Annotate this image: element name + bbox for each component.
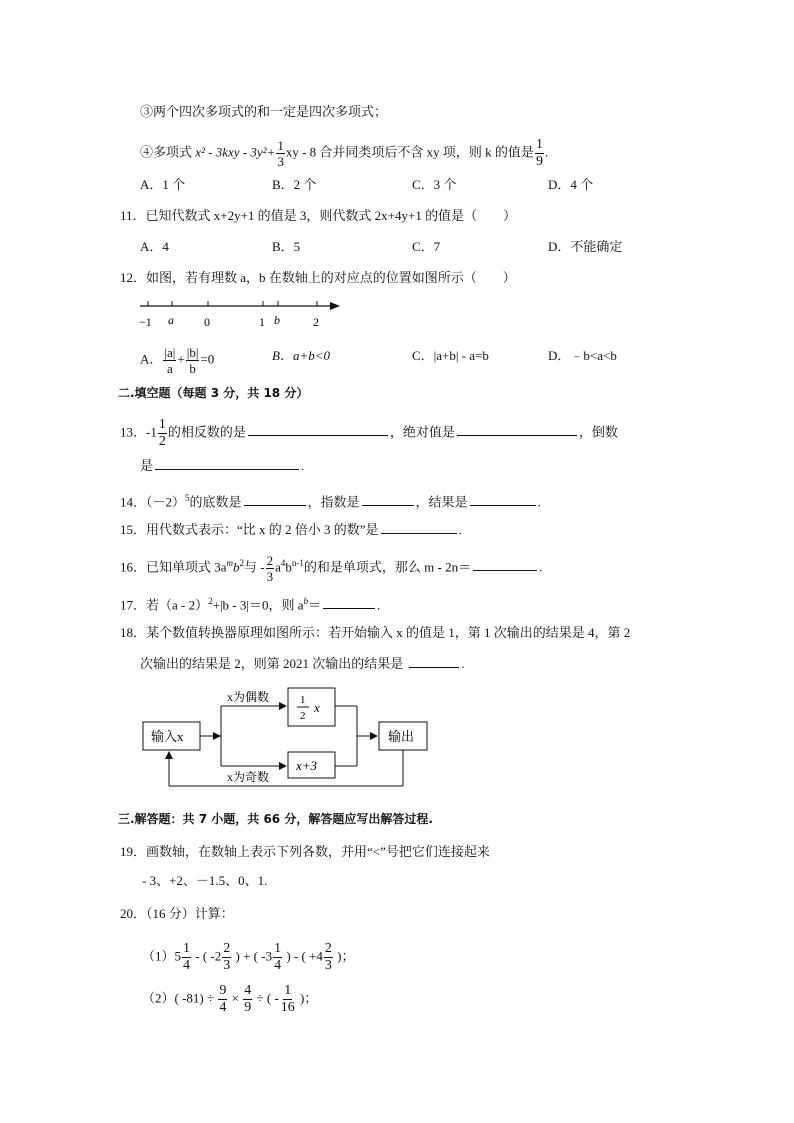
q16-t6: 的和是单项式，那么 m - 2n＝ xyxy=(303,559,472,575)
q13-line2-text: 是 xyxy=(140,458,154,473)
q11-option-a[interactable]: A．4 xyxy=(140,239,169,254)
p2-frac1 xyxy=(218,984,227,1015)
q12-option-d[interactable]: D．﹣b<a<b xyxy=(548,348,617,363)
p1-f3-num: 1 xyxy=(274,941,282,956)
p1-t2: ) + ( -3 xyxy=(232,948,273,964)
q13-text1: 的相反数的是 xyxy=(167,424,246,440)
converter-flowchart xyxy=(135,680,435,790)
q10-item3: ③两个四次多项式的和一定是四次多项式； xyxy=(140,104,388,119)
plus3-label: x+3 xyxy=(296,758,318,773)
q16-sup-n: n-1 xyxy=(291,558,304,568)
q10-item4-frac-num: 1 xyxy=(277,138,284,153)
odd-label: x为奇数 xyxy=(227,770,270,784)
q14-blank-base[interactable] xyxy=(244,491,306,506)
p2-t2: × xyxy=(228,990,243,1006)
q17-sup-b: b xyxy=(303,596,308,606)
q12-option-a-tail: =0 xyxy=(200,351,215,367)
q19-numbers: - 3、+2、－1.5、0、1. xyxy=(142,873,268,888)
q15-end: . xyxy=(458,522,462,537)
q18-line2 xyxy=(140,653,465,674)
p1-frac3 xyxy=(273,942,282,973)
q13-text2: ，绝对值是 xyxy=(389,424,455,440)
p2-f3-den: 16 xyxy=(280,1000,295,1015)
q17-end: . xyxy=(377,597,381,613)
p2-f1-den: 4 xyxy=(219,1000,227,1015)
q10-option-b[interactable]: B．2 个 xyxy=(272,177,317,192)
p2-f2-num: 4 xyxy=(244,983,252,998)
q10-item4-end: . xyxy=(544,144,549,160)
q10-item4-answer-frac xyxy=(535,138,544,169)
output-label: 输出 xyxy=(388,729,415,744)
q15-t1: 15．用代数式表示：“比 x 的 2 倍小 3 的数”是 xyxy=(120,522,379,537)
q14-blank-exponent[interactable] xyxy=(362,491,414,506)
q14-end: . xyxy=(537,494,541,510)
q14-t3: ，指数是 xyxy=(307,494,360,510)
p1-t3: ) - ( +4 xyxy=(283,948,323,964)
q14 xyxy=(120,488,541,512)
p1-f2-num: 2 xyxy=(223,941,231,956)
q20-p1-label: （1） xyxy=(142,948,175,964)
q18-end: . xyxy=(461,656,465,671)
q20-stem: 20．（16 分）计算： xyxy=(120,906,234,921)
label-a: a xyxy=(168,313,174,327)
section3-heading: 三.解答题：共 7 小题，共 66 分，解答题应写出解答过程. xyxy=(118,812,433,826)
q19-stem: 19．画数轴，在数轴上表示下列各数，并用“<”号把它们连接起来 xyxy=(120,844,490,859)
q13-end: . xyxy=(301,458,305,473)
p2-f2-den: 9 xyxy=(244,1000,252,1015)
q16-frac-num: 2 xyxy=(266,552,274,568)
q10-option-c[interactable]: C．3 个 xyxy=(412,177,457,192)
half-var: x xyxy=(314,700,320,715)
p2-f1-num: 9 xyxy=(219,983,227,998)
label-b: b xyxy=(274,313,280,327)
p1-f4-num: 2 xyxy=(324,941,332,956)
q16-sup-2: 2 xyxy=(239,558,245,568)
p2-frac3 xyxy=(280,984,296,1015)
q17-blank[interactable] xyxy=(323,594,375,609)
q16-t3: 与 - xyxy=(244,559,265,575)
label-2: 2 xyxy=(313,315,319,329)
q13 xyxy=(120,418,618,449)
frac1-den: a xyxy=(166,361,173,376)
q16-t1: 16．已知单项式 3a xyxy=(120,559,227,575)
p1-t4: )； xyxy=(333,948,355,964)
q18-line2-text: 次输出的结果是 2，则第 2021 次输出的结果是 xyxy=(140,656,404,671)
axis-arrow xyxy=(330,302,340,310)
q18-blank[interactable] xyxy=(409,653,459,668)
q14-exponent: 5 xyxy=(185,493,190,503)
q12-option-b[interactable]: B．a+b<0 xyxy=(272,348,330,363)
frac2-den: b xyxy=(189,361,196,376)
q13-frac-num: 1 xyxy=(158,417,166,432)
q13-frac xyxy=(158,418,167,449)
half-den: 2 xyxy=(300,710,306,722)
q10-item4-lead: ④多项式 xyxy=(140,144,196,160)
q11-option-d[interactable]: D．不能确定 xyxy=(548,239,623,254)
q18-line1: 18．某个数值转换器原理如图所示：若开始输入 x 的值是 1，第 1 次输出的结果是 4，第 2 xyxy=(120,625,631,640)
q17-t3: ＝ xyxy=(308,597,322,613)
q16-sup-4: 4 xyxy=(280,558,286,568)
q16-blank[interactable] xyxy=(473,556,537,571)
half-num: 1 xyxy=(300,694,306,706)
q16 xyxy=(120,553,542,583)
q13-text3: ，倒数 xyxy=(578,424,618,440)
frac1-num: |a| xyxy=(164,345,176,360)
q17-sup-2: 2 xyxy=(208,596,213,606)
q16-t4: a xyxy=(275,559,281,575)
q10-item4-frac-den: 3 xyxy=(277,154,284,169)
q16-t2: b xyxy=(233,559,240,575)
label-0: 0 xyxy=(204,315,210,329)
q12-option-a-prefix: A． xyxy=(140,351,163,367)
p2-f3-num: 1 xyxy=(284,983,292,998)
q12-option-a[interactable] xyxy=(140,346,214,375)
q13-line2 xyxy=(140,455,304,476)
q11-stem: 11．已知代数式 x+2y+1 的值是 3，则代数式 2x+4y+1 的值是（ ） xyxy=(120,208,517,223)
q12-stem: 12．如图，若有理数 a，b 在数轴上的对应点的位置如图所示（ ） xyxy=(120,270,516,285)
q13-prefix: 13． xyxy=(120,424,147,440)
q10-item4-answer-den: 9 xyxy=(535,154,543,169)
q10-item4-poly: x² - 3kxy - 3y²+ xyxy=(195,144,276,160)
q13-frac-den: 2 xyxy=(158,434,166,449)
q20-part2 xyxy=(142,984,317,1015)
q20-part1 xyxy=(142,942,355,973)
p2-t3: ÷ ( - xyxy=(253,990,279,1006)
q11-option-c[interactable]: C．7 xyxy=(412,239,441,254)
even-label: x为偶数 xyxy=(227,690,270,704)
p2-frac2 xyxy=(243,984,252,1015)
q12-number-line xyxy=(136,296,346,332)
q13-blank-opposite[interactable] xyxy=(248,421,388,436)
q11-option-b[interactable]: B．5 xyxy=(272,239,301,254)
p1-f1-den: 4 xyxy=(183,958,191,973)
q13-blank-reciprocal[interactable] xyxy=(155,455,299,470)
q10-item4-frac xyxy=(276,139,285,168)
q16-end: . xyxy=(539,559,543,575)
q16-frac xyxy=(266,554,275,583)
q17-t1: 17．若（a - 2） xyxy=(120,597,209,613)
q10-item4-answer-num: 1 xyxy=(535,137,543,152)
q16-sup-m: m xyxy=(226,558,234,568)
label-1: 1 xyxy=(259,315,265,329)
p1-frac2 xyxy=(222,942,231,973)
q14-t2: 的底数是 xyxy=(189,494,242,510)
p2-t1: ( -81) ÷ xyxy=(174,990,218,1006)
q16-frac-den: 3 xyxy=(266,568,274,584)
p1-t1: - ( -2 xyxy=(192,948,222,964)
q12-option-a-frac1 xyxy=(163,346,176,375)
q14-t4: ，结果是 xyxy=(415,494,468,510)
label-minus1: −1 xyxy=(139,315,152,329)
p1-f3-den: 4 xyxy=(274,958,282,973)
q14-t1: 14．（－2） xyxy=(120,494,186,510)
q13-blank-absolute[interactable] xyxy=(457,421,577,436)
p1-f4-den: 3 xyxy=(324,958,332,973)
q16-t5: b xyxy=(285,559,292,575)
q20-p2-label: （2） xyxy=(142,990,175,1006)
half-box xyxy=(288,688,335,726)
q15-blank[interactable] xyxy=(381,519,457,534)
q10-option-d[interactable]: D．4 个 xyxy=(548,177,594,192)
q17-t2: +|b - 3|＝0，则 a xyxy=(212,597,304,613)
p1-w1: 5 xyxy=(174,948,182,964)
p1-f2-den: 3 xyxy=(223,958,231,973)
q13-whole: -1 xyxy=(146,424,157,440)
q10-item4-tail: xy - 8 合并同类项后不含 xy 项，则 k 的值是 xyxy=(285,144,534,160)
p1-frac4 xyxy=(324,942,333,973)
q14-blank-result[interactable] xyxy=(470,491,536,506)
q10-option-a[interactable]: A．1 个 xyxy=(140,177,186,192)
q12-option-a-plus: + xyxy=(177,351,185,367)
q12-option-a-frac2 xyxy=(186,346,200,375)
q12-option-c[interactable]: C．|a+b| - a=b xyxy=(412,348,489,363)
section2-heading: 二.填空题（每题 3 分，共 18 分） xyxy=(118,386,309,400)
q15 xyxy=(120,519,462,540)
input-label: 输入x xyxy=(151,729,184,744)
p1-frac1 xyxy=(182,942,191,973)
p2-t4: )； xyxy=(296,990,318,1006)
frac2-num: |b| xyxy=(186,345,199,360)
p1-f1-num: 1 xyxy=(183,941,191,956)
q10-item4 xyxy=(140,138,548,169)
q17 xyxy=(120,591,380,615)
